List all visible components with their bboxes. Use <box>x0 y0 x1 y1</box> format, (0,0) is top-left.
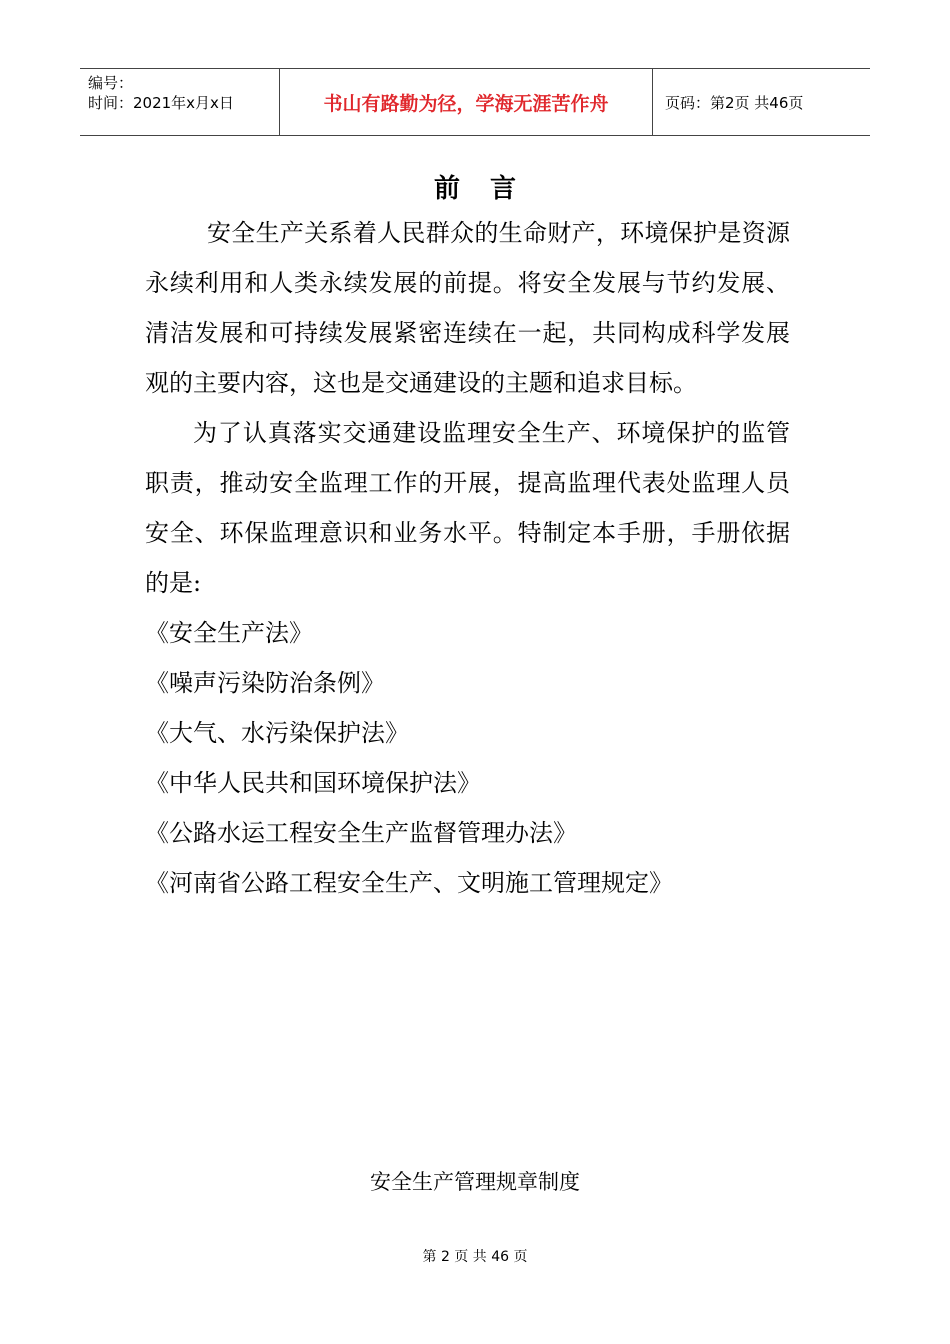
header-page-info: 页码：第2页 共46页 <box>665 93 804 112</box>
header-meta <box>80 69 280 135</box>
header-motto: 书山有路勤为径，学海无涯苦作舟 <box>280 69 653 135</box>
law-list <box>145 608 673 908</box>
law-item: 《河南省公路工程安全生产、文明施工管理规定》 <box>145 869 673 897</box>
law-item: 《安全生产法》 <box>145 619 313 647</box>
number-label: 编号： <box>88 74 134 92</box>
paragraph-2: 为了认真落实交通建设监理安全生产、环境保护的监管职责，推动安全监理工作的开展，提高监理代表处监理人员安全、环保监理意识和业务水平。特制定本手册，手册依据的是: <box>145 419 790 597</box>
law-item: 《中华人民共和国环境保护法》 <box>145 769 481 797</box>
section-title: 安全生产管理规章制度 <box>370 1170 580 1194</box>
paragraph-1: 安全生产关系着人民群众的生命财产，环境保护是资源永续利用和人类永续发展的前提。将安全发展与节约发展、清洁发展和可持续发展紧密连续在一起，共同构成科学发展观的主要内容，这也是交通建设的主题和追求目标。 <box>145 219 790 397</box>
time-label: 时间：2021年x月x日 <box>88 94 234 112</box>
law-item: 《大气、水污染保护法》 <box>145 719 409 747</box>
page-number-footer: 第 2 页 共 46 页 <box>422 1249 528 1265</box>
page-header <box>80 68 870 136</box>
law-item: 《公路水运工程安全生产监督管理办法》 <box>145 819 577 847</box>
page-title: 前言 <box>433 174 546 204</box>
law-item: 《噪声污染防治条例》 <box>145 669 385 697</box>
